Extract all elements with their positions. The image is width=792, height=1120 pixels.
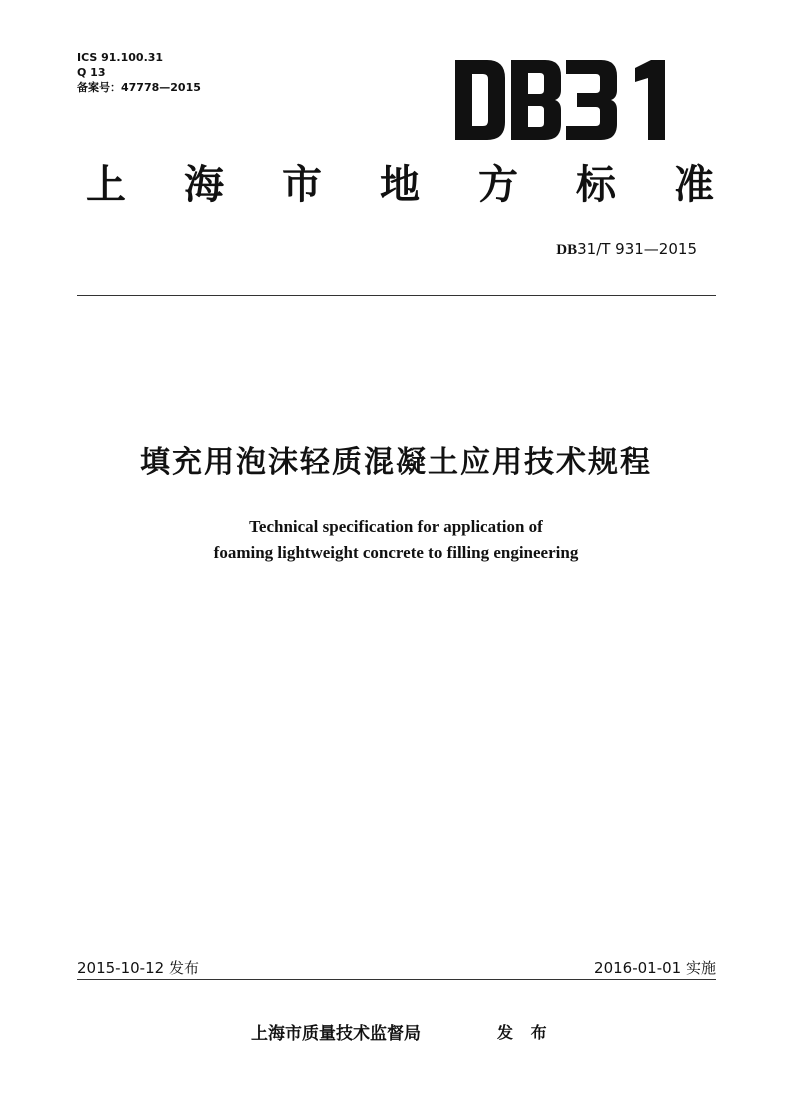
standard-number-rest: 31/T 931—2015 bbox=[577, 240, 697, 258]
standard-type-char: 地 bbox=[380, 162, 420, 208]
db31-logo bbox=[455, 60, 671, 140]
filing-number: 备案号：47778—2015 bbox=[77, 81, 201, 94]
standard-type-char: 标 bbox=[576, 162, 616, 208]
db31-logo-graphic bbox=[455, 60, 671, 140]
publisher-name: 上海市质量技术监督局 bbox=[251, 1024, 421, 1044]
title-english-line2: foaming lightweight concrete to filling engineering bbox=[213, 543, 579, 562]
footer-divider bbox=[77, 979, 716, 980]
publish-label: 发 布 bbox=[497, 1023, 553, 1042]
standard-type-char: 准 bbox=[674, 162, 714, 208]
standard-type-char: 方 bbox=[478, 162, 518, 208]
ics-code: ICS 91.100.31 bbox=[77, 51, 164, 64]
title-chinese: 填充用泡沫轻质混凝土应用技术规程 bbox=[140, 445, 652, 480]
title-english bbox=[0, 514, 792, 566]
title-english-line1: Technical specification for application of bbox=[249, 517, 543, 536]
implementation-date: 2016-01-01 实施 bbox=[594, 959, 716, 977]
standard-number bbox=[556, 240, 697, 259]
standard-type-char: 市 bbox=[282, 162, 322, 208]
header-divider bbox=[77, 295, 716, 296]
issue-date: 2015-10-12 发布 bbox=[77, 959, 199, 977]
standard-number-prefix: DB bbox=[556, 242, 578, 258]
document-metadata bbox=[77, 50, 201, 95]
standard-type-heading bbox=[70, 160, 730, 210]
standard-type-char: 海 bbox=[184, 162, 224, 208]
standard-type-char: 上 bbox=[86, 162, 126, 208]
ccs-code: Q 13 bbox=[77, 66, 106, 79]
